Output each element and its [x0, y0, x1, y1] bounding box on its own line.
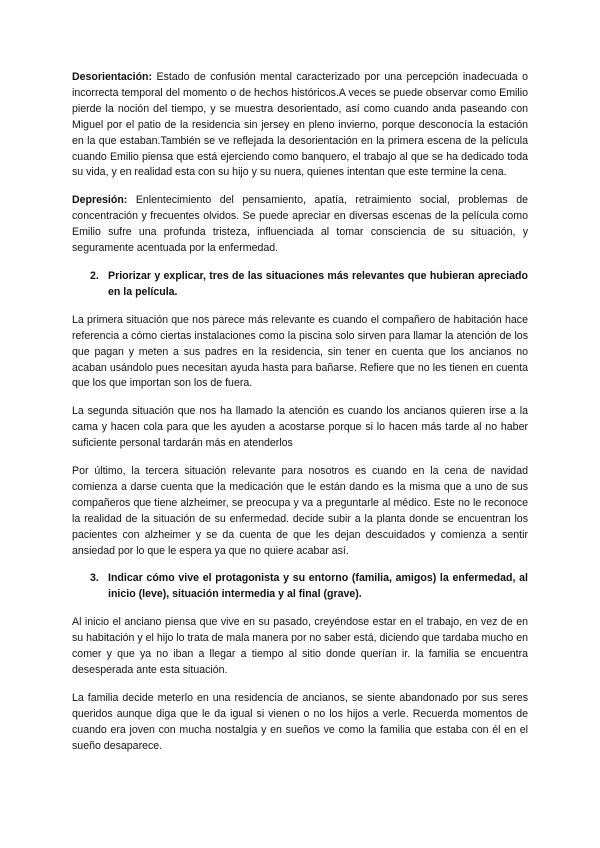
question-list — [72, 571, 528, 603]
answer-paragraph: La familia decide meterlo en una residencia de ancianos, se siente abandonado por sus seres queridos aunque diga que le da igual si vienen o no los hijos a verle. Recuerda momentos de cuando era joven con mucha nostalgia y en sueños ve como la familia que estaba con él en el sueño desaparece. — [72, 691, 528, 752]
definition-disorientation — [72, 70, 528, 181]
question-text: Indicar cómo vive el protagonista y su entorno (familia, amigos) la enfermedad, al inicio (leve), situación intermedia y al final (grave). — [108, 572, 528, 601]
definition-depression — [72, 193, 528, 257]
definition-text: Estado de confusión mental caracterizado por una percepción inadecuada o incorrecta temporal del momento o de hechos históricos.A veces se puede observar como Emilio pierde la noción del tiempo, y se muestra desorientado, así como cuando anda paseando con Miguel por el patio de la residencia sin jersey en pleno invierno, porque desconocía la estación en la que estaban.También se ve reflejada la desorientación en la primera escena de la película cuando Emilio piensa que está ejerciendo como banquero, el trabajo al que se ha dedicado toda su vida, y en realidad esta con su hijo y su nuera, quienes intentan que este termine la cena. — [72, 71, 528, 179]
question-number: 3. — [90, 572, 99, 585]
question-heading — [90, 269, 528, 301]
answer-paragraph: Al inicio el anciano piensa que vive en su pasado, creyéndose estar en el trabajo, en vez de en su habitación y el hijo lo trata de mala manera por no saber está, diciendo que tardaba mucho en comer y que ya no iban a llegar a tiempo al sitio donde querían ir. la familia se encuentra desesperada ante esta situación. — [72, 616, 528, 676]
answer-paragraph: La primera situación que nos parece más relevante es cuando el compañero de habitación hace referencia a cómo ciertas instalaciones como la piscina solo sirven para llamar la atención de los que pagan y meten a sus padres en la residencia, sin tener en cuenta que los ancianos no acaban usándolo pues necesitan ayuda hasta para bañarse. Refiere que no les tienen en cuenta que los que importan son los de fuera. — [72, 313, 528, 390]
definition-term: Depresión: — [72, 194, 128, 207]
question-number: 2. — [90, 269, 99, 282]
answer-paragraph: Por último, la tercera situación relevante para nosotros es cuando en la cena de navidad comienza a darse cuenta que la medicación que le están dando es la misma que a uno de sus compañeros que tiene alzheimer, se preocupa y va a preguntarle al médico. Este no le reconoce la realidad de la situación de su enfermedad. decide subir a la planta donde se encuentran los pacientes con alzheimer y se da cuenta de que les dejan descuidados y comienza a sentir ansiedad por lo que le espera ya que no quiere acabar así. — [72, 465, 528, 557]
question-list — [72, 269, 528, 301]
definition-text: Enlentecimiento del pensamiento, apatía, retraimiento social, problemas de concentración y frecuentes olvidos. Se puede apreciar en diversas escenas de la película como Emilio sufre una profunda tristeza, influenciada al tomar consciencia de su situación, y seguramente acentuada por la enfermedad. — [72, 194, 528, 255]
question-heading — [90, 571, 528, 603]
definition-term: Desorientación: — [72, 71, 153, 83]
question-text: Priorizar y explicar, tres de las situaciones más relevantes que hubieran apreciado en la película. — [108, 269, 528, 298]
answer-paragraph: La segunda situación que nos ha llamado la atención es cuando los ancianos quieren irse a la cama y hacen cola para que les ayuden a acostarse porque si lo hacen más tarde al no haber suficiente personal tardarán más en atenderlos — [72, 405, 528, 450]
